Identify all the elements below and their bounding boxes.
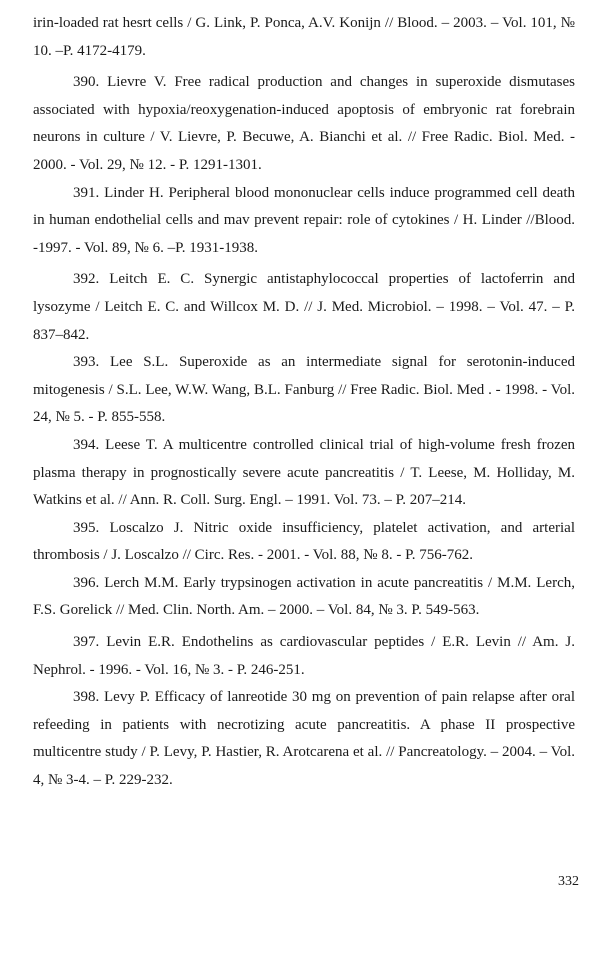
reference-392: 392. Leitch E. C. Synergic antistaphylococcal properties of lactoferrin and lysozyme / Leitch E. C. and Willcox M. D. // J. Med. Microbiol. – 1998. – Vol. 47. – P. 837–842. xyxy=(33,271,575,343)
reference-397: 397. Levin E.R. Endothelins as cardiovascular peptides / E.R. Levin // Am. J. Nephrol. - 1996. - Vol. 16, № 3. - P. 246-251. xyxy=(33,634,575,678)
reference-398: 398. Levy P. Efficacy of lanreotide 30 mg on prevention of pain relapse after oral refeeding in patients with necrotizing acute pancreatitis. A phase II prospective multicentre study / P. Levy, P. Hastier, R. Arotcarena et al. // Pancreatology. – 2004. – Vol. 4, № 3-4. – P. 229-232. xyxy=(33,689,575,789)
reference-393: 393. Lee S.L. Superoxide as an intermediate signal for serotonin-induced mitogenesis / S.L. Lee, W.W. Wang, B.L. Fanburg // Free Radic. Biol. Med . - 1998. - Vol. 24, № 5. - P. 855-558. xyxy=(33,354,575,426)
reference-396: 396. Lerch M.M. Early trypsinogen activation in acute pancreatitis / M.M. Lerch, F.S. Gorelick // Med. Clin. North. Am. – 2000. – Vol. 84, № 3. P. 549-563. xyxy=(33,574,575,619)
reference-391: 391. Linder H. Peripheral blood mononuclear cells induce programmed cell death in human endothelial cells and mav prevent repair: role of cytokines / H. Linder //Blood. -1997. - Vol. 89, № 6. –P. 1931-1938. xyxy=(33,184,575,256)
reference-395: 395. Loscalzo J. Nitric oxide insufficiency, platelet activation, and arterial thrombosis / J. Loscalzo // Circ. Res. - 2001. - Vol. 88, № 8. - P. 756-762. xyxy=(33,519,575,564)
reference-389-continuation: irin-loaded rat hesrt cells / G. Link, P. Ponca, A.V. Konijn // Blood. – 2003. – Vol. 101, № 10. –P. 4172-4179. xyxy=(33,15,575,59)
reference-390: 390. Lievre V. Free radical production and changes in superoxide dismutases associated with hypoxia/reoxygenation-induced apoptosis of embryonic rat forebrain neurons in culture / V. Lievre, P. Becuwe, A. Bianchi et al. // Free Radic. Biol. Med. - 2000. - Vol. 29, № 12. - P. 1291-1301. xyxy=(33,74,575,173)
page-number: 332 xyxy=(558,874,579,889)
reference-394: 394. Leese T. A multicentre controlled clinical trial of high-volume fresh frozen plasma therapy in prognostically severe acute pancreatitis / T. Leese, M. Holliday, M. Watkins et al. // Ann. R. Coll. Surg. Engl. – 1991. Vol. 73. – P. 207–214. xyxy=(33,436,575,509)
reference-list xyxy=(33,10,575,795)
